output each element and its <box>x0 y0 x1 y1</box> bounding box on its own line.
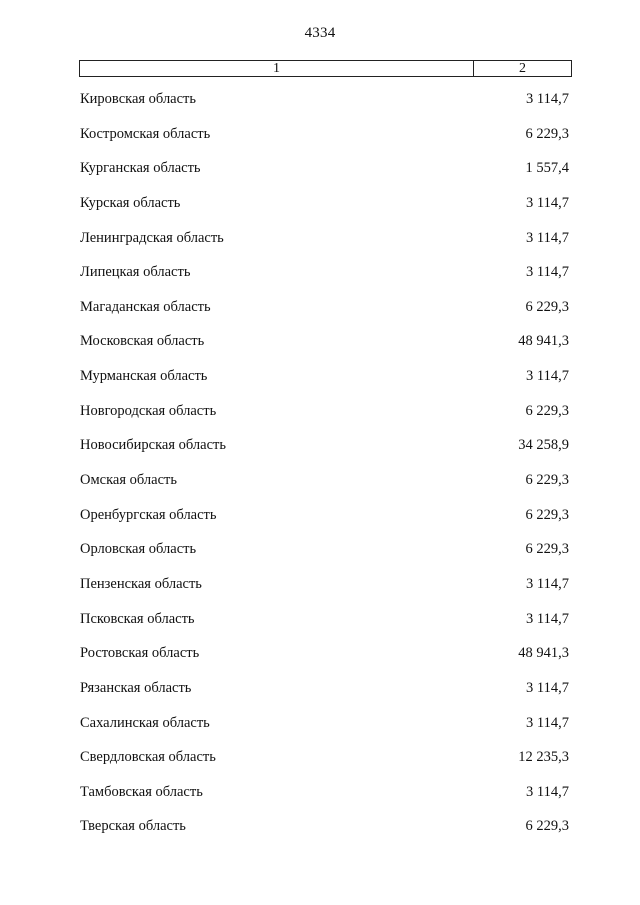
region-name: Магаданская область <box>80 298 211 315</box>
page-number: 4334 <box>304 25 336 41</box>
region-name: Курская область <box>80 194 181 211</box>
region-amount: 6 229,3 <box>525 472 569 489</box>
table-row <box>0 715 640 750</box>
region-name: Костромская область <box>80 125 211 142</box>
region-name: Курганская область <box>80 160 201 177</box>
table-row <box>0 818 640 853</box>
region-name: Сахалинская область <box>80 714 210 731</box>
region-amount: 6 229,3 <box>525 125 569 142</box>
region-name: Липецкая область <box>80 264 191 281</box>
region-name: Новосибирская область <box>80 437 226 454</box>
region-amount: 3 114,7 <box>526 610 569 627</box>
region-name: Кировская область <box>80 91 197 107</box>
region-amount: 3 114,7 <box>526 264 569 281</box>
region-name: Ростовская область <box>80 645 200 662</box>
region-name: Орловская область <box>80 541 197 558</box>
header-column-1: 1 <box>80 61 474 76</box>
region-name: Оренбургская область <box>80 506 217 523</box>
region-name: Свердловская область <box>80 749 216 766</box>
table-header <box>79 60 572 77</box>
table-row <box>0 784 640 819</box>
region-amount: 3 114,7 <box>526 229 569 246</box>
table-row <box>0 403 640 438</box>
region-amount: 34 258,9 <box>518 437 569 454</box>
region-name: Тамбовская область <box>80 783 203 800</box>
table-row <box>0 576 640 611</box>
table-row <box>0 611 640 646</box>
region-amount: 6 229,3 <box>525 506 569 523</box>
region-name: Омская область <box>80 472 177 489</box>
table-row <box>0 91 640 126</box>
region-amount: 3 114,7 <box>526 783 569 800</box>
region-name: Тверская область <box>80 818 186 835</box>
region-name: Рязанская область <box>80 679 192 696</box>
region-amount: 6 229,3 <box>525 298 569 315</box>
region-name: Псковская область <box>80 610 195 627</box>
region-amount: 12 235,3 <box>518 749 569 766</box>
region-name: Новгородская область <box>80 402 217 419</box>
region-amount: 3 114,7 <box>526 679 569 696</box>
table-row <box>0 749 640 784</box>
region-name: Московская область <box>80 333 205 350</box>
region-amount: 48 941,3 <box>518 333 569 350</box>
region-amount: 3 114,7 <box>526 714 569 731</box>
region-amount: 3 114,7 <box>526 194 569 211</box>
table-row <box>0 160 640 195</box>
region-amount: 3 114,7 <box>526 368 569 385</box>
table-row <box>0 437 640 472</box>
table-row <box>0 680 640 715</box>
table-row <box>0 472 640 507</box>
region-amount: 6 229,3 <box>525 402 569 419</box>
table-row <box>0 299 640 334</box>
region-name: Пензенская область <box>80 575 202 592</box>
region-amount: 6 229,3 <box>525 541 569 558</box>
header-column-2: 2 <box>519 61 526 76</box>
region-amount: 48 941,3 <box>518 645 569 662</box>
table-row <box>0 368 640 403</box>
table-body <box>0 91 640 853</box>
region-amount: 3 114,7 <box>526 575 569 592</box>
table-row <box>0 333 640 368</box>
region-name: Мурманская область <box>80 368 208 385</box>
region-amount: 3 114,7 <box>526 91 569 107</box>
region-name: Ленинградская область <box>80 229 224 246</box>
table-row <box>0 195 640 230</box>
region-amount: 1 557,4 <box>525 160 569 177</box>
table-row <box>0 126 640 161</box>
region-amount: 6 229,3 <box>525 818 569 835</box>
table-row <box>0 264 640 299</box>
table-row <box>0 230 640 265</box>
table-row <box>0 507 640 542</box>
table-row <box>0 645 640 680</box>
table-row <box>0 541 640 576</box>
